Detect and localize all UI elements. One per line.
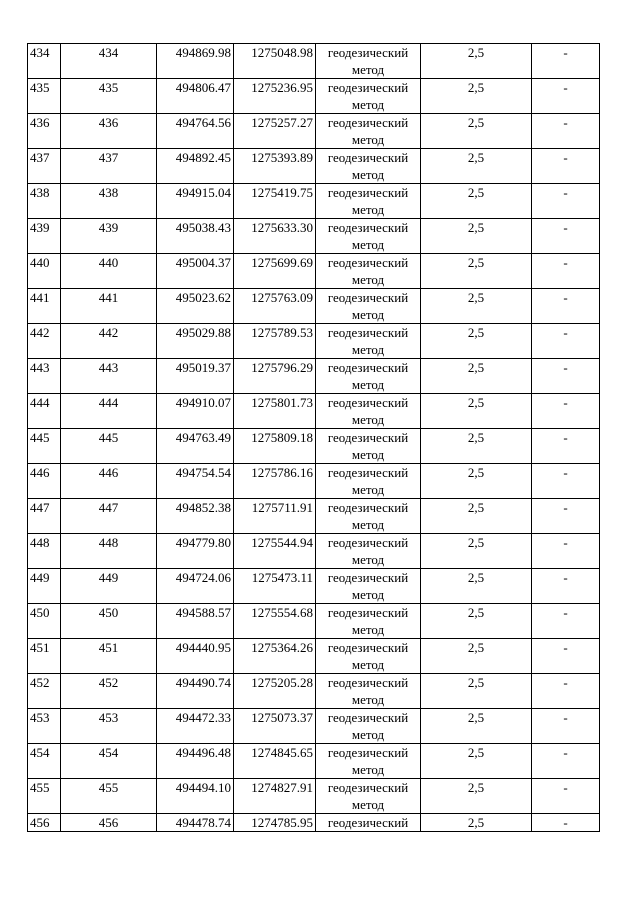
accuracy-cell: 2,5 bbox=[421, 289, 532, 324]
row-number-cell: 445 bbox=[28, 429, 61, 464]
point-number-cell: 450 bbox=[61, 604, 157, 639]
method-line-1: геодезический bbox=[327, 570, 409, 585]
method-cell bbox=[316, 184, 421, 219]
note-cell: - bbox=[532, 79, 600, 114]
coord-x-cell: 494490.74 bbox=[157, 674, 234, 709]
note-cell: - bbox=[532, 499, 600, 534]
method-line-1: геодезический bbox=[327, 675, 409, 690]
method-line-2: метод bbox=[351, 272, 385, 287]
note-cell: - bbox=[532, 674, 600, 709]
point-number-cell: 448 bbox=[61, 534, 157, 569]
note-cell: - bbox=[532, 149, 600, 184]
accuracy-cell: 2,5 bbox=[421, 324, 532, 359]
note-cell: - bbox=[532, 814, 600, 832]
point-number-cell: 436 bbox=[61, 114, 157, 149]
note-cell: - bbox=[532, 254, 600, 289]
row-number-cell: 455 bbox=[28, 779, 61, 814]
point-number-cell: 452 bbox=[61, 674, 157, 709]
accuracy-cell: 2,5 bbox=[421, 814, 532, 832]
method-cell bbox=[316, 429, 421, 464]
method-line-2: метод bbox=[351, 622, 385, 637]
row-number-cell: 454 bbox=[28, 744, 61, 779]
coord-y-cell: 1275711.91 bbox=[234, 499, 316, 534]
method-line-1: геодезический bbox=[327, 255, 409, 270]
point-number-cell: 447 bbox=[61, 499, 157, 534]
coord-y-cell: 1275048.98 bbox=[234, 44, 316, 79]
method-cell bbox=[316, 289, 421, 324]
row-number-cell: 436 bbox=[28, 114, 61, 149]
method-line-1: геодезический bbox=[327, 605, 409, 620]
method-cell bbox=[316, 359, 421, 394]
point-number-cell: 456 bbox=[61, 814, 157, 832]
table-row bbox=[28, 289, 600, 324]
note-cell: - bbox=[532, 604, 600, 639]
table-row bbox=[28, 639, 600, 674]
method-line-1: геодезический bbox=[327, 220, 409, 235]
note-cell: - bbox=[532, 464, 600, 499]
table-row bbox=[28, 464, 600, 499]
row-number-cell: 442 bbox=[28, 324, 61, 359]
accuracy-cell: 2,5 bbox=[421, 499, 532, 534]
point-number-cell: 453 bbox=[61, 709, 157, 744]
coord-y-cell: 1275554.68 bbox=[234, 604, 316, 639]
method-line-2: метод bbox=[351, 517, 385, 532]
coord-x-cell: 495019.37 bbox=[157, 359, 234, 394]
coordinates-table bbox=[27, 43, 600, 832]
table-row bbox=[28, 149, 600, 184]
note-cell: - bbox=[532, 709, 600, 744]
method-line-1: геодезический bbox=[327, 325, 409, 340]
row-number-cell: 438 bbox=[28, 184, 61, 219]
row-number-cell: 453 bbox=[28, 709, 61, 744]
row-number-cell: 435 bbox=[28, 79, 61, 114]
method-line-2: метод bbox=[351, 167, 385, 182]
accuracy-cell: 2,5 bbox=[421, 149, 532, 184]
method-cell bbox=[316, 814, 421, 832]
table-row bbox=[28, 394, 600, 429]
coord-y-cell: 1275419.75 bbox=[234, 184, 316, 219]
coord-y-cell: 1275073.37 bbox=[234, 709, 316, 744]
method-cell bbox=[316, 219, 421, 254]
point-number-cell: 443 bbox=[61, 359, 157, 394]
method-line-1: геодезический bbox=[327, 430, 409, 445]
note-cell: - bbox=[532, 639, 600, 674]
accuracy-cell: 2,5 bbox=[421, 674, 532, 709]
point-number-cell: 445 bbox=[61, 429, 157, 464]
row-number-cell: 437 bbox=[28, 149, 61, 184]
row-number-cell: 448 bbox=[28, 534, 61, 569]
coord-y-cell: 1274845.65 bbox=[234, 744, 316, 779]
coord-x-cell: 495029.88 bbox=[157, 324, 234, 359]
accuracy-cell: 2,5 bbox=[421, 429, 532, 464]
table-row bbox=[28, 44, 600, 79]
point-number-cell: 444 bbox=[61, 394, 157, 429]
coord-y-cell: 1275789.53 bbox=[234, 324, 316, 359]
accuracy-cell: 2,5 bbox=[421, 744, 532, 779]
coord-x-cell: 495004.37 bbox=[157, 254, 234, 289]
method-line-1: геодезический bbox=[327, 115, 409, 130]
coord-y-cell: 1275236.95 bbox=[234, 79, 316, 114]
method-line-2: метод bbox=[351, 132, 385, 147]
point-number-cell: 451 bbox=[61, 639, 157, 674]
table-row bbox=[28, 674, 600, 709]
point-number-cell: 439 bbox=[61, 219, 157, 254]
note-cell: - bbox=[532, 534, 600, 569]
method-line-1: геодезический bbox=[327, 80, 409, 95]
table-body bbox=[28, 44, 600, 832]
row-number-cell: 450 bbox=[28, 604, 61, 639]
note-cell: - bbox=[532, 394, 600, 429]
point-number-cell: 435 bbox=[61, 79, 157, 114]
method-cell bbox=[316, 324, 421, 359]
note-cell: - bbox=[532, 184, 600, 219]
coord-x-cell: 494869.98 bbox=[157, 44, 234, 79]
method-line-2: метод bbox=[351, 587, 385, 602]
method-line-1: геодезический bbox=[327, 640, 409, 655]
coord-y-cell: 1275473.11 bbox=[234, 569, 316, 604]
row-number-cell: 440 bbox=[28, 254, 61, 289]
coord-x-cell: 494724.06 bbox=[157, 569, 234, 604]
method-line-1: геодезический bbox=[327, 185, 409, 200]
note-cell: - bbox=[532, 219, 600, 254]
point-number-cell: 454 bbox=[61, 744, 157, 779]
coord-x-cell: 494754.54 bbox=[157, 464, 234, 499]
accuracy-cell: 2,5 bbox=[421, 464, 532, 499]
point-number-cell: 437 bbox=[61, 149, 157, 184]
method-line-1: геодезический bbox=[327, 535, 409, 550]
method-cell bbox=[316, 569, 421, 604]
method-line-1: геодезический bbox=[327, 290, 409, 305]
accuracy-cell: 2,5 bbox=[421, 114, 532, 149]
accuracy-cell: 2,5 bbox=[421, 219, 532, 254]
coord-y-cell: 1275544.94 bbox=[234, 534, 316, 569]
note-cell: - bbox=[532, 569, 600, 604]
method-cell bbox=[316, 604, 421, 639]
row-number-cell: 452 bbox=[28, 674, 61, 709]
coord-x-cell: 494478.74 bbox=[157, 814, 234, 832]
note-cell: - bbox=[532, 429, 600, 464]
coord-x-cell: 495023.62 bbox=[157, 289, 234, 324]
row-number-cell: 456 bbox=[28, 814, 61, 832]
method-line-2: метод bbox=[351, 657, 385, 672]
coord-y-cell: 1275257.27 bbox=[234, 114, 316, 149]
method-line-2: метод bbox=[351, 97, 385, 112]
method-line-1: геодезический bbox=[327, 45, 409, 60]
method-line-2: метод bbox=[351, 377, 385, 392]
coord-x-cell: 494852.38 bbox=[157, 499, 234, 534]
method-line-2: метод bbox=[351, 692, 385, 707]
method-cell bbox=[316, 639, 421, 674]
coord-x-cell: 494763.49 bbox=[157, 429, 234, 464]
accuracy-cell: 2,5 bbox=[421, 79, 532, 114]
table-row bbox=[28, 534, 600, 569]
row-number-cell: 443 bbox=[28, 359, 61, 394]
coord-x-cell: 494779.80 bbox=[157, 534, 234, 569]
method-line-2: метод bbox=[351, 307, 385, 322]
accuracy-cell: 2,5 bbox=[421, 709, 532, 744]
table-row bbox=[28, 569, 600, 604]
coord-x-cell: 494440.95 bbox=[157, 639, 234, 674]
table-row bbox=[28, 779, 600, 814]
method-line-2: метод bbox=[351, 552, 385, 567]
note-cell: - bbox=[532, 744, 600, 779]
method-cell bbox=[316, 114, 421, 149]
coord-y-cell: 1275786.16 bbox=[234, 464, 316, 499]
coord-x-cell: 495038.43 bbox=[157, 219, 234, 254]
row-number-cell: 447 bbox=[28, 499, 61, 534]
coord-y-cell: 1275763.09 bbox=[234, 289, 316, 324]
accuracy-cell: 2,5 bbox=[421, 254, 532, 289]
point-number-cell: 434 bbox=[61, 44, 157, 79]
point-number-cell: 449 bbox=[61, 569, 157, 604]
note-cell: - bbox=[532, 359, 600, 394]
table-row bbox=[28, 79, 600, 114]
method-line-1: геодезический bbox=[327, 500, 409, 515]
method-cell bbox=[316, 744, 421, 779]
method-line-2: метод bbox=[351, 412, 385, 427]
method-line-1: геодезический bbox=[327, 395, 409, 410]
coord-x-cell: 494494.10 bbox=[157, 779, 234, 814]
coord-y-cell: 1275796.29 bbox=[234, 359, 316, 394]
note-cell: - bbox=[532, 779, 600, 814]
coord-x-cell: 494764.56 bbox=[157, 114, 234, 149]
row-number-cell: 439 bbox=[28, 219, 61, 254]
point-number-cell: 455 bbox=[61, 779, 157, 814]
point-number-cell: 442 bbox=[61, 324, 157, 359]
table-row bbox=[28, 814, 600, 832]
method-cell bbox=[316, 779, 421, 814]
coord-y-cell: 1275205.28 bbox=[234, 674, 316, 709]
coord-y-cell: 1275364.26 bbox=[234, 639, 316, 674]
accuracy-cell: 2,5 bbox=[421, 604, 532, 639]
method-cell bbox=[316, 464, 421, 499]
method-line-1: геодезический bbox=[327, 150, 409, 165]
method-cell bbox=[316, 674, 421, 709]
table-row bbox=[28, 709, 600, 744]
table-row bbox=[28, 184, 600, 219]
method-line-1: геодезический bbox=[327, 745, 409, 760]
coord-y-cell: 1275801.73 bbox=[234, 394, 316, 429]
coord-y-cell: 1275393.89 bbox=[234, 149, 316, 184]
coord-x-cell: 494472.33 bbox=[157, 709, 234, 744]
table-row bbox=[28, 359, 600, 394]
accuracy-cell: 2,5 bbox=[421, 394, 532, 429]
coord-y-cell: 1274785.95 bbox=[234, 814, 316, 832]
method-line-2: метод bbox=[351, 447, 385, 462]
method-line-2: метод bbox=[351, 797, 385, 812]
accuracy-cell: 2,5 bbox=[421, 779, 532, 814]
method-cell bbox=[316, 149, 421, 184]
method-cell bbox=[316, 254, 421, 289]
method-cell bbox=[316, 44, 421, 79]
table-row bbox=[28, 604, 600, 639]
method-line-2: метод bbox=[351, 482, 385, 497]
method-line-1: геодезический bbox=[327, 465, 409, 480]
row-number-cell: 446 bbox=[28, 464, 61, 499]
note-cell: - bbox=[532, 324, 600, 359]
coord-y-cell: 1275809.18 bbox=[234, 429, 316, 464]
table-row bbox=[28, 254, 600, 289]
table-row bbox=[28, 744, 600, 779]
accuracy-cell: 2,5 bbox=[421, 534, 532, 569]
table-row bbox=[28, 429, 600, 464]
accuracy-cell: 2,5 bbox=[421, 44, 532, 79]
method-line-1: геодезический bbox=[327, 815, 409, 830]
coord-y-cell: 1275699.69 bbox=[234, 254, 316, 289]
row-number-cell: 449 bbox=[28, 569, 61, 604]
row-number-cell: 444 bbox=[28, 394, 61, 429]
table-row bbox=[28, 114, 600, 149]
accuracy-cell: 2,5 bbox=[421, 359, 532, 394]
method-line-2: метод bbox=[351, 62, 385, 77]
method-line-2: метод bbox=[351, 202, 385, 217]
accuracy-cell: 2,5 bbox=[421, 184, 532, 219]
method-line-2: метод bbox=[351, 237, 385, 252]
point-number-cell: 441 bbox=[61, 289, 157, 324]
accuracy-cell: 2,5 bbox=[421, 639, 532, 674]
coord-x-cell: 494910.07 bbox=[157, 394, 234, 429]
coord-x-cell: 494496.48 bbox=[157, 744, 234, 779]
point-number-cell: 438 bbox=[61, 184, 157, 219]
method-line-2: метод bbox=[351, 727, 385, 742]
note-cell: - bbox=[532, 114, 600, 149]
coord-x-cell: 494915.04 bbox=[157, 184, 234, 219]
note-cell: - bbox=[532, 289, 600, 324]
method-cell bbox=[316, 499, 421, 534]
method-line-1: геодезический bbox=[327, 780, 409, 795]
method-cell bbox=[316, 709, 421, 744]
coord-x-cell: 494806.47 bbox=[157, 79, 234, 114]
table-row bbox=[28, 499, 600, 534]
method-cell bbox=[316, 79, 421, 114]
accuracy-cell: 2,5 bbox=[421, 569, 532, 604]
row-number-cell: 441 bbox=[28, 289, 61, 324]
table-row bbox=[28, 219, 600, 254]
coord-y-cell: 1274827.91 bbox=[234, 779, 316, 814]
table-row bbox=[28, 324, 600, 359]
coord-x-cell: 494588.57 bbox=[157, 604, 234, 639]
coord-x-cell: 494892.45 bbox=[157, 149, 234, 184]
row-number-cell: 434 bbox=[28, 44, 61, 79]
point-number-cell: 446 bbox=[61, 464, 157, 499]
method-cell bbox=[316, 394, 421, 429]
method-line-1: геодезический bbox=[327, 710, 409, 725]
method-line-1: геодезический bbox=[327, 360, 409, 375]
row-number-cell: 451 bbox=[28, 639, 61, 674]
note-cell: - bbox=[532, 44, 600, 79]
method-cell bbox=[316, 534, 421, 569]
coord-y-cell: 1275633.30 bbox=[234, 219, 316, 254]
method-line-2: метод bbox=[351, 762, 385, 777]
point-number-cell: 440 bbox=[61, 254, 157, 289]
method-line-2: метод bbox=[351, 342, 385, 357]
